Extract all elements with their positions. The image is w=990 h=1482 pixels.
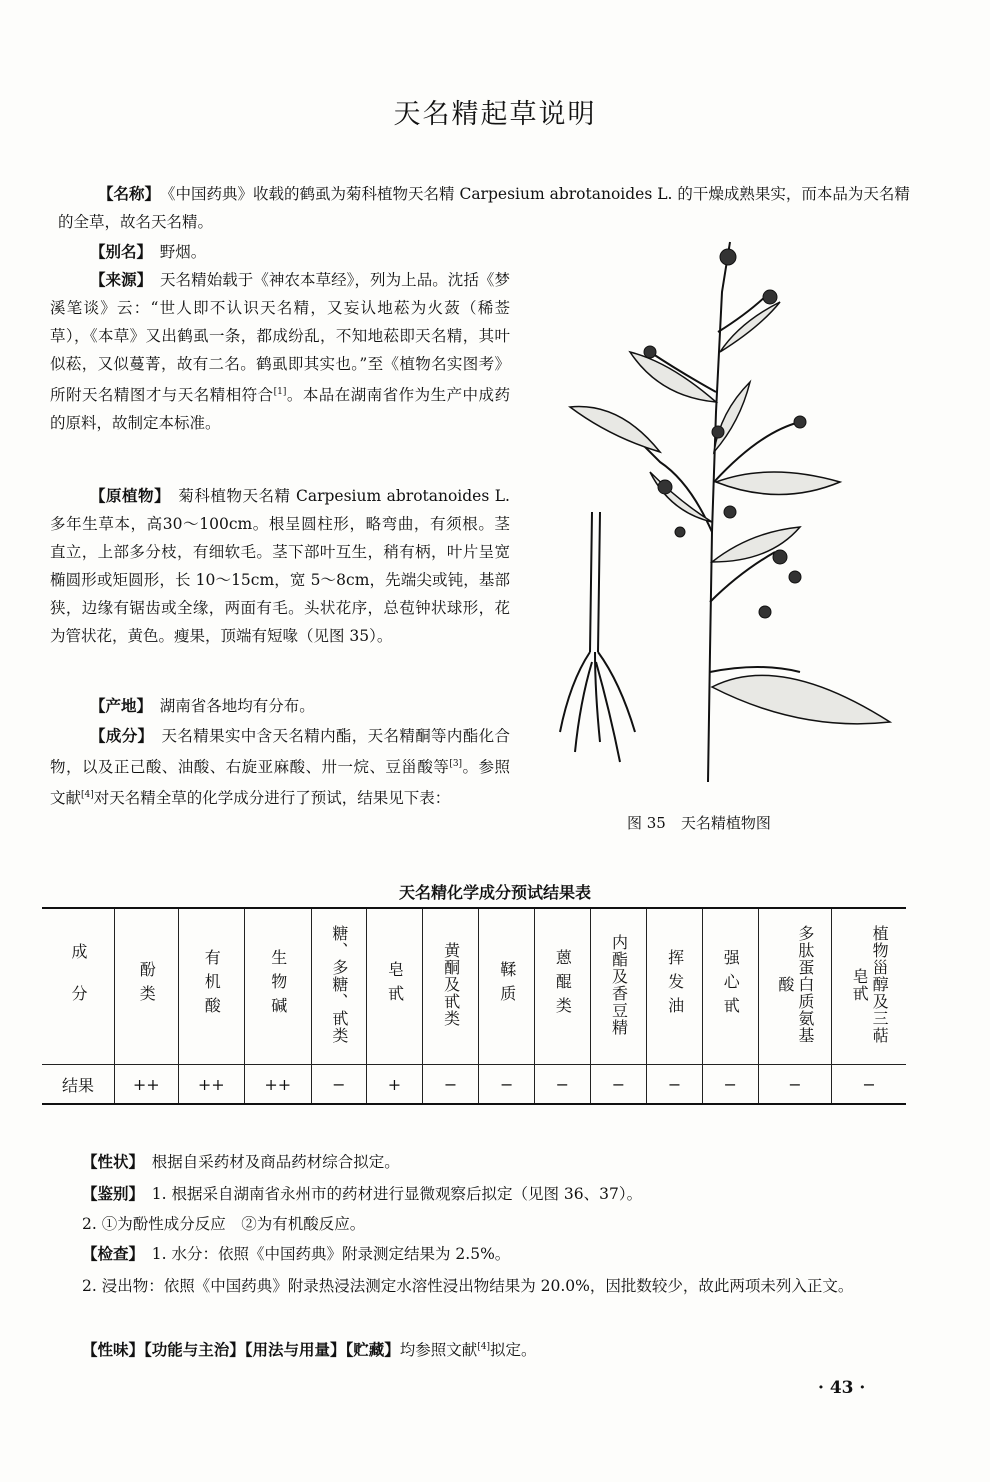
source-label: 【来源】 (90, 270, 145, 289)
result-cell: − (479, 1065, 535, 1105)
column-header: 强心甙 (702, 908, 758, 1065)
composition-citation-a: [3] (449, 759, 463, 769)
composition-text-a: 天名精果实中含天名精内酯，天名精酮等内酯化合物，以及正己酸、油酸、右旋亚麻酸、卅一烷、豆甾酸等 (50, 727, 510, 777)
plant-illustration (540, 232, 900, 792)
row-header-result: 结果 (42, 1065, 114, 1105)
page-number: · 43 · (818, 1378, 866, 1398)
column-header: 皂甙 (367, 908, 423, 1065)
final-text-a: 均参照文献 (399, 1341, 478, 1360)
plant-paragraph (50, 482, 510, 650)
result-cell: − (311, 1065, 367, 1105)
composition-label: 【成分】 (90, 726, 146, 745)
column-header: 多肽蛋白质氨基酸 (758, 908, 832, 1065)
composition-text-c: 对天名精全草的化学成分进行了预试，结果见下表： (93, 789, 451, 808)
final-paragraph (42, 1333, 912, 1364)
result-cell: ++ (178, 1065, 244, 1105)
identification-paragraph (42, 1180, 912, 1208)
inspection-paragraph (42, 1240, 912, 1268)
plant-leaf (570, 407, 660, 452)
result-cell: − (422, 1065, 479, 1105)
plant-roots (560, 652, 635, 762)
result-cell: − (590, 1065, 647, 1105)
character-paragraph (42, 1148, 912, 1176)
table-title: 天名精化学成分预试结果表 (398, 883, 591, 902)
name-text: 《中国药典》收载的鹤虱为菊科植物天名精 Carpesium abrotanoides L. 的干燥成熟果实，而本品为天名精的全草，故名天名精。 (58, 185, 910, 231)
alias-paragraph (50, 238, 520, 266)
column-header: 内酯及香豆精 (590, 908, 647, 1065)
result-cell: ++ (245, 1065, 311, 1105)
composition-citation-b: [4] (81, 790, 94, 801)
column-header: 酚类 (114, 908, 178, 1065)
column-header: 挥发油 (647, 908, 703, 1065)
origin-label: 【产地】 (90, 696, 145, 715)
source-paragraph (50, 266, 510, 437)
inspection-text-1: 1. 水分：依照《中国药典》附录测定结果为 2.5%。 (151, 1245, 511, 1263)
inspection-paragraph-2 (42, 1272, 914, 1300)
inspection-text-2: 2. 浸出物：依照《中国药典》附录热浸法测定水溶性浸出物结果为 20.0%，因批数较少，故此两项未列入正文。 (82, 1277, 854, 1295)
page-title: 天名精起草说明 (393, 99, 597, 130)
origin-text: 湖南省各地均有分布。 (159, 697, 315, 715)
result-cell: − (702, 1065, 758, 1105)
result-cell: ++ (114, 1065, 178, 1105)
flower-head (720, 249, 736, 265)
plant-root-stem (590, 512, 600, 652)
source-text-a: 天名精始载于《神农本草经》，列为上品。沈括《梦溪笔谈》云：“世人即不认识天名精，又妄认地菘为火蔹（稀莶草），《本草》又出鹤虱一条，都成纷乱，不知地菘即天名精，其叶似菘，又似蔓菁，故有二名。鹤虱即其实也。”至《植物名实图考》所附天名精图才与天名精相符合 (50, 271, 510, 405)
identification-label: 【鉴别】 (82, 1184, 137, 1203)
name-label: 【名称】 (98, 184, 153, 203)
column-header: 生物碱 (245, 908, 311, 1065)
identification-paragraph-2 (42, 1210, 912, 1238)
result-cell: − (832, 1065, 906, 1105)
final-labels: 【性味】【功能与主治】【用法与用量】【贮藏】 (82, 1340, 400, 1360)
source-citation: [1] (273, 387, 287, 397)
table-result-row (42, 1065, 906, 1105)
column-header: 鞣质 (479, 908, 535, 1065)
plant-label: 【原植物】 (90, 486, 163, 505)
row-header-composition: 成分 (68, 942, 88, 1027)
table-header-row (42, 908, 906, 1065)
name-paragraph (58, 180, 920, 236)
column-header: 黄酮及甙类 (422, 908, 479, 1065)
origin-paragraph (50, 692, 510, 720)
result-cell: − (535, 1065, 591, 1105)
result-cell: − (758, 1065, 832, 1105)
result-cell: − (647, 1065, 703, 1105)
final-citation: [4] (477, 1342, 491, 1352)
column-header: 糖、多糖、甙类 (311, 908, 367, 1065)
character-label: 【性状】 (82, 1152, 137, 1171)
column-header: 蒽醌类 (535, 908, 591, 1065)
identification-text-2: 2. ①为酚性成分反应 ②为有机酸反应。 (82, 1215, 366, 1233)
final-text-b: 拟定。 (490, 1341, 537, 1360)
figure-caption: 图 35 天名精植物图 (627, 814, 771, 832)
composition-text-b: 。参照文献 (50, 758, 510, 808)
character-text: 根据自采药材及商品药材综合拟定。 (151, 1153, 400, 1171)
result-cell: + (367, 1065, 423, 1105)
plant-text: 菊科植物天名精 Carpesium abrotanoides L. 多年生草本，高30～100cm。根呈圆柱形，略弯曲，有须根。茎直立，上部多分枝，有细软毛。茎下部叶互生，稍有柄，叶片呈宽椭圆形或矩圆形，长 10～15cm，宽 5～8cm，先端尖或钝，基部狭，边缘有锯齿或全缘，两面有毛。头状花序，总苞钟状球形，花为管状花，黄色。瘦果，顶端有短喙（见图 35）。 (50, 487, 510, 645)
alias-label: 【别名】 (90, 242, 145, 261)
inspection-label: 【检查】 (82, 1244, 137, 1263)
results-table (42, 907, 906, 1105)
source-text-b: 。本品在湖南省作为生产中成药的原料，故制定本标准。 (50, 386, 510, 433)
column-header: 有机酸 (178, 908, 244, 1065)
column-header: 植物甾醇及三萜皂甙 (832, 908, 906, 1065)
identification-text-1: 1. 根据采自湖南省永州市的药材进行显微观察后拟定（见图 36、37）。 (151, 1185, 643, 1203)
composition-paragraph (50, 722, 510, 812)
alias-text: 野烟。 (159, 243, 207, 261)
